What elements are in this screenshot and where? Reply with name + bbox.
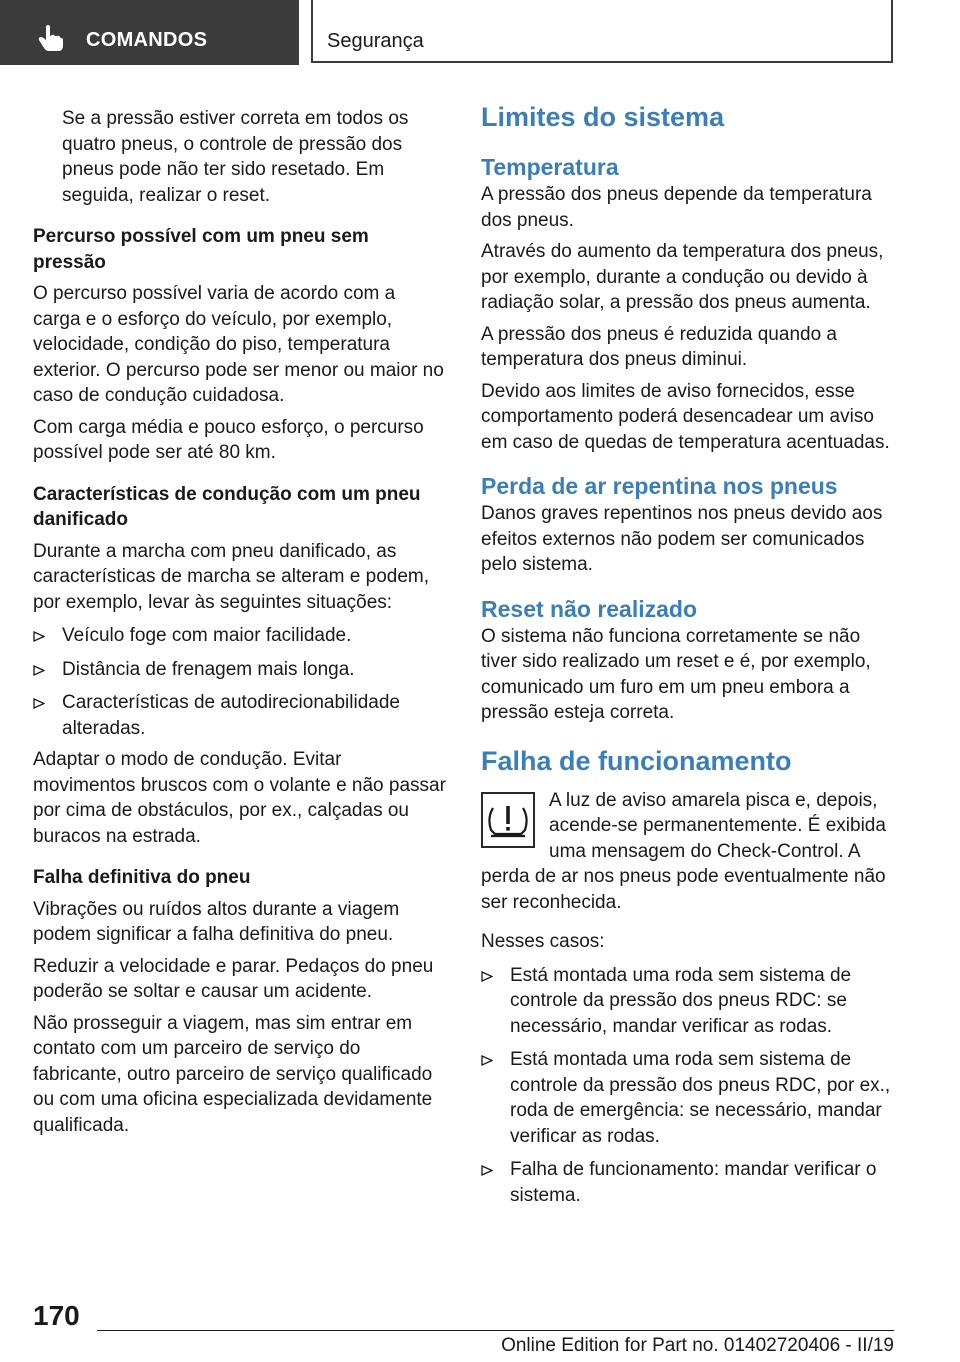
range-paragraph-1: O percurso possível varia de acordo com a carga e o esforço do veículo, por exemplo, velocidade, condição do piso, temperatura exterior. O percurso pode ser menor ou maior no caso de condução cuidadosa. <box>33 283 444 406</box>
edition-footer: Online Edition for Part no. 01402720406 - II/19 <box>501 1335 894 1356</box>
temperature-title: Temperatura <box>481 154 619 180</box>
malfunction-paragraph-1: A luz de aviso amarela pisca e, depois, acende-se permanentemente. É exibida uma mensagem do Check-Control. A perda de ar nos pneus pode eventualmente não ser reconhecida. <box>481 789 886 913</box>
hand-pointer-icon <box>38 24 64 52</box>
tire-pressure-warning-icon <box>481 792 535 848</box>
temperature-paragraph-1: A pressão dos pneus depende da temperatura dos pneus. <box>481 184 872 231</box>
list-item <box>33 690 446 741</box>
failure-paragraph-2: Reduzir a velocidade e parar. Pedaços do pneu poderão se soltar e causar um acidente. <box>33 955 434 1002</box>
list-item-text: Falha de funcionamento: mandar verificar o sistema. <box>510 1159 877 1206</box>
triangle-right-icon <box>481 1055 493 1066</box>
failure-paragraph-3: Não prosseguir a viagem, mas sim entrar em contato com um parceiro de serviço do fabricante, outro parceiro de serviço qualificado ou com uma oficina especializada devidamente qualificada. <box>33 1012 433 1136</box>
malfunction-list <box>481 963 893 1209</box>
malfunction-paragraph-2: Nesses casos: <box>481 931 605 952</box>
driving-paragraph-2: Adaptar o modo de condução. Evitar movimentos bruscos com o volante e não passar por cima de obstáculos, por ex., calçadas ou buracos na estrada. <box>33 749 446 847</box>
triangle-right-icon <box>481 1165 493 1176</box>
list-item-text: Veículo foge com maior facilidade. <box>62 625 352 646</box>
triangle-right-icon <box>33 665 45 676</box>
chapter-label: COMANDOS <box>86 29 208 51</box>
temperature-paragraph-2: Através do aumento da temperatura dos pneus, por exemplo, durante a condução ou devido à radiação solar, a pressão dos pneus aumenta. <box>481 241 884 313</box>
malfunction-title: Falha de funcionamento <box>481 745 792 776</box>
range-title: Percurso possível com um pneu sem pressão <box>33 226 369 273</box>
list-item-text: Características de autodirecionabilidade alteradas. <box>62 692 400 739</box>
list-item <box>33 657 446 683</box>
page-number: 170 <box>33 1300 80 1331</box>
range-paragraph-2: Com carga média e pouco esforço, o percurso possível pode ser até 80 km. <box>33 416 424 463</box>
temperature-paragraph-3: A pressão dos pneus é reduzida quando a temperatura dos pneus diminui. <box>481 323 837 370</box>
chapter-tab <box>0 0 299 65</box>
list-item-text: Está montada uma roda sem sistema de controle da pressão dos pneus RDC: se necessário, mandar verificar as rodas. <box>510 964 852 1037</box>
driving-list <box>33 623 446 741</box>
triangle-right-icon <box>33 698 45 709</box>
triangle-right-icon <box>481 971 493 982</box>
air-loss-title: Perda de ar repentina nos pneus <box>481 473 838 499</box>
intro-paragraph: Se a pressão estiver correta em todos os quatro pneus, o controle de pressão dos pneus pode não ter sido resetado. Em seguida, realizar o reset. <box>62 108 409 206</box>
footer-divider <box>97 1330 894 1331</box>
list-item <box>481 1047 893 1149</box>
list-item <box>481 1157 893 1208</box>
section-label: Segurança <box>327 30 424 52</box>
triangle-right-icon <box>33 631 45 642</box>
failure-paragraph-1: Vibrações ou ruídos altos durante a viagem podem significar a falha definitiva do pneu. <box>33 898 400 945</box>
list-item-text: Distância de frenagem mais longa. <box>62 658 355 680</box>
reset-title: Reset não realizado <box>481 595 698 622</box>
section-tab <box>311 0 893 63</box>
tire-pressure-symbol <box>483 794 533 846</box>
driving-title: Características de condução com um pneu danificado <box>33 483 421 530</box>
reset-paragraph: O sistema não funciona corretamente se não tiver sido realizado um reset e é, por exemplo, comunicado um furo em um pneu embora a pressão esteja correta. <box>481 625 871 723</box>
driving-paragraph-1: Durante a marcha com pneu danificado, as características de marcha se alteram e podem, por exemplo, levar às seguintes situações: <box>33 540 430 613</box>
limits-title: Limites do sistema <box>481 102 725 132</box>
left-column <box>33 106 446 1138</box>
malfunction-block <box>481 788 893 916</box>
list-item-text: Está montada uma roda sem sistema de controle da pressão dos pneus RDC, por ex., roda de emergência: se necessário, mandar verificar as rodas. <box>510 1049 891 1147</box>
list-item <box>33 623 446 649</box>
list-item <box>481 963 893 1040</box>
temperature-paragraph-4: Devido aos limites de aviso fornecidos, esse comportamento poderá desencadear um aviso em caso de quedas de temperatura acentuadas. <box>481 380 890 453</box>
right-column <box>481 100 893 1216</box>
air-loss-paragraph: Danos graves repentinos nos pneus devido aos efeitos externos não podem ser comunicados pelo sistema. <box>481 503 883 575</box>
failure-title: Falha definitiva do pneu <box>33 867 251 888</box>
